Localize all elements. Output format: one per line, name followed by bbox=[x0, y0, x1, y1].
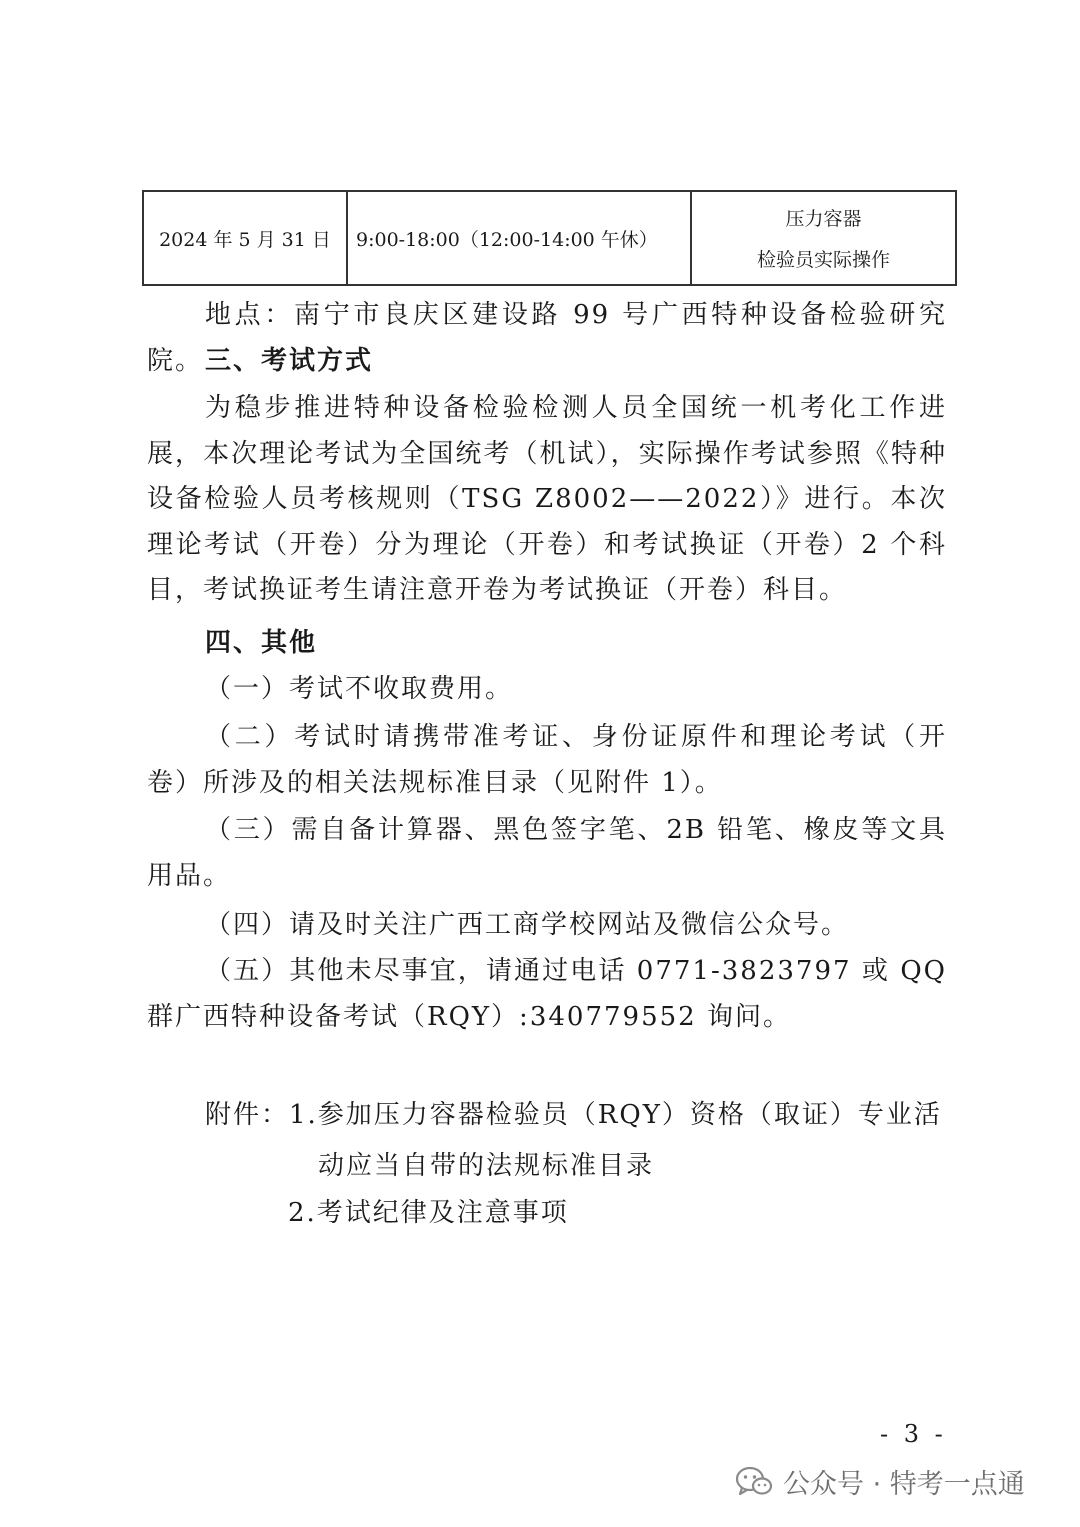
section4-item-4: （四）请及时关注广西工商学校网站及微信公众号。 bbox=[205, 910, 850, 940]
watermark bbox=[735, 1462, 1025, 1501]
subject-line-2: 检验员实际操作 bbox=[756, 249, 890, 271]
table-row bbox=[143, 191, 956, 285]
section4-item-1: （一）考试不收取费用。 bbox=[205, 674, 514, 704]
wechat-icon bbox=[735, 1466, 773, 1498]
page-number: - 3 - bbox=[880, 1420, 947, 1448]
section4-item-2: （二）考试时请携带准考证、身份证原件和理论考试（开卷）所涉及的相关法规标准目录（见附件 1）。 bbox=[147, 722, 947, 798]
attachment-1-line-2: 动应当自带的法规标准目录 bbox=[318, 1151, 655, 1181]
exam-time-cell: 9:00-18:00（12:00-14:00 午休） bbox=[347, 191, 691, 285]
attachment-1-line-1: 附件：1.参加压力容器检验员（RQY）资格（取证）专业活 bbox=[205, 1100, 942, 1130]
section4-item-3: （三）需自备计算器、黑色签字笔、2B 铅笔、橡皮等文具用品。 bbox=[147, 815, 947, 891]
section3-heading: 三、考试方式 bbox=[205, 346, 374, 376]
section4-heading: 四、其他 bbox=[205, 628, 318, 658]
exam-date-cell: 2024 年 5 月 31 日 bbox=[143, 191, 347, 285]
exam-location: 地点：南宁市良庆区建设路 99 号广西特种设备检验研究院。 bbox=[147, 300, 947, 376]
exam-subject-cell bbox=[691, 191, 956, 285]
watermark-text: 公众号 · 特考一点通 bbox=[783, 1469, 1025, 1500]
exam-schedule-table bbox=[142, 190, 957, 286]
subject-line-1: 压力容器 bbox=[785, 208, 862, 230]
section3-body: 为稳步推进特种设备检验检测人员全国统一机考化工作进展，本次理论考试为全国统考（机试），实际操作考试参照《特种设备检验人员考核规则（TSG Z8002——2022）》进行。本次理论考试（开卷）分为理论（开卷）和考试换证（开卷）2 个科目，考试换证考生请注意开卷为考试换证（开卷）科目。 bbox=[147, 393, 947, 605]
attachment-2: 2.考试纪律及注意事项 bbox=[288, 1198, 569, 1228]
section4-item-5: （五）其他未尽事宜，请通过电话 0771-3823797 或 QQ 群广西特种设备考试（RQY）:340779552 询问。 bbox=[147, 956, 947, 1032]
